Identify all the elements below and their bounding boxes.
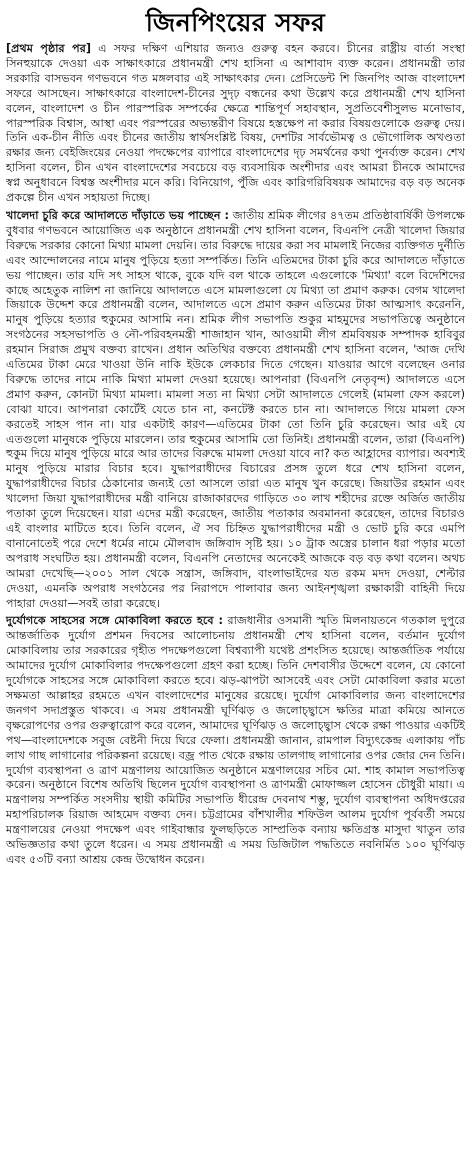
headline-container [6,4,465,42]
article-headline: জিনপিংয়ের সফর [145,8,326,37]
article-paragraph-disaster [6,614,465,867]
paragraph-text: জাতীয় শ্রমিক লীগের ৪৭তম প্রতিষ্ঠাবার্ষিকী উপলক্ষে বুধবার গণভবনে আয়োজিত এক অনুষ্ঠানে প্রধানমন্ত্রী শেখ হাসিনা বলেন, বিএনপি নেত্রী খালেদা জিয়ার বিরুদ্ধে সরকার কোনো মিথ্যা মামলা দেয়নি। তার বিরুদ্ধে দায়ের করা সব মামলাই নিজের ব্যক্তিগত দুর্নীতি এবং আন্দোলনের নামে মানুষ পুড়িয়ে হত্যা সম্পর্কিত। তিনি এতিমদের টাকা চুরি করে আদালতে দাঁড়াতে ভয় পাচ্ছেন। তার যদি সৎ সাহস থাকে, বুকে যদি বল থাকে তাহলে এগুলোকে 'মিথ্যা' বলে বিদেশিদের কাছে অহেতুক নালিশ না জানিয়ে আদালতে এসে মামলাগুলো যে মিথ্যা তা প্রমাণ করুক। বেগম খালেদা জিয়াকে উদ্দেশ করে প্রধানমন্ত্রী বলেন, আদালতে এসে প্রমাণ করুন এতিমের টাকা আত্মসাৎ করেননি, মানুষ পুড়িয়ে হত্যার হুকুমের আসামি নন। শ্রমিক লীগ সভাপতি শুকুর মাহমুদের সভাপতিত্বে অনুষ্ঠানে সংগঠনের সহসভাপতি ও নৌ-পরিবহনমন্ত্রী শাজাহান খান, আওয়ামী লীগ শ্রমবিষয়ক সম্পাদক হাবিবুর রহমান সিরাজ প্রমুখ বক্তব্য রাখেন। প্রধান অতিথির বক্তব্যে প্রধানমন্ত্রী শেখ হাসিনা বলেন, 'আজ দেখি এতিমের টাকা মেরে খাওয়া উনি নাকি ইউকে লেকচার দিতে গেছেন। যাওয়ার আগে বলেছেন ওনার বিরুদ্ধে তাদের নামে নাকি মিথ্যা মামলা দেওয়া হয়েছে। আপনারা (বিএনপি নেতৃবৃন্দ) আদালতে এসে প্রমাণ করুন, কোনটা মিথ্যা মামলা। মামলা সত্য না মিথ্যা সেটা আদালতে গেলেই (মামলা ফেস করলে) বোঝা যাবে। আপনারা কোর্টেই যেতে চান না, কনটেক্ট করতে চান না। আদালতে গিয়ে মামলা ফেস করতেই সাহস পান না। যার একটাই কারণ—এতিমের টাকা তো তিনি চুরি করেছেন। আর এই যে এতগুলো মানুষকে পুড়িয়ে মারলেন। তার হুকুমের আসামি তো তিনিই। প্রধানমন্ত্রী বলেন, তারা (বিএনপি) হুকুম দিয়ে মানুষ পুড়িয়ে মারে আর তাদের বিরুদ্ধে মামলা দেওয়া যাবে না? কত আহ্লাদের ব্যাপার। অবশ্যই মানুষ পুড়িয়ে মারার বিচার হবে। যুদ্ধাপরাধীদের বিচারের প্রসঙ্গ তুলে ধরে শেখ হাসিনা বলেন, যুদ্ধাপরাধীদের বিচার ঠেকানোর জন্যই তো আসলে তারা এত মানুষ খুন করেছে। জিয়াউর রহমান এবং খালেদা জিয়া যুদ্ধাপরাধীদের মন্ত্রী বানিয়ে রাজাকারদের গাড়িতে ৩০ লাখ শহীদের রক্তে অর্জিত জাতীয় পতাকা তুলে দিয়েছেন। যারা এদের মন্ত্রী করেছেন, জাতীয় পতাকার অবমাননা করেছেন, তাদের বিচারও এই বাংলার মাটিতে হবে। তিনি বলেন, ঐ সব চিহ্নিত যুদ্ধাপরাধীদের মন্ত্রী ও ভোট চুরি করে এমপি বানানোতেই পরে দেশে ধর্মের নামে মৌলবাদ জঙ্গিবাদ সৃষ্টি হয়। ১০ ট্রাক অস্ত্রের চালান ধরা পড়ার মতো অপরাধ সংঘটিত হয়। প্রধানমন্ত্রী বলেন, বিএনপি নেতাদের অনেকেই আজকে বড় বড় কথা বলেন। অথচ আমরা দেখেছি—২০০১ সাল থেকে সন্ত্রাস, জঙ্গিবাদ, বাংলাভাইদের যত রকম মদদ দেওয়া, শেল্টার দেওয়া, এমনকি অপরাধ সংগঠনের পর নিরাপদে পালাবার জন্য আইনশৃঙ্খলা রক্ষাকারী বাহিনী দিয়ে পাহারা দেওয়া—সবই তারা করেছে। [6,208,465,610]
article-paragraph-intro [6,42,465,206]
continuation-marker: [প্রথম পৃষ্ঠার পর] [6,42,92,55]
subheading-khaleda: খালেদা চুরি করে আদালতে দাঁড়াতে ভয় পাচ্ছেন : [6,208,230,222]
paragraph-text: রাজধানীর ওসমানী স্মৃতি মিলনায়তনে গতকাল দুপুরে আন্তর্জাতিক দুর্যোগ প্রশমন দিবসের আলোচনায় প্রধানমন্ত্রী শেখ হাসিনা বলেন, বর্তমান দুর্যোগ মোকাবিলায় তার সরকারের গৃহীত পদক্ষেপগুলো বিশ্বব্যাপী যথেষ্ট প্রশংসিত হয়েছে। আন্তর্জাতিক পর্যায়ে আমাদের দুর্যোগ মোকাবিলার পদক্ষেপগুলো গ্রহণ করা হচ্ছে। তিনি দেশবাসীর উদ্দেশে বলেন, যে কোনো দুর্যোগকে সাহসের সঙ্গে মোকাবিলা করতে হবে। ঝড়-ঝাপটা আসবেই এবং সেটা মোকাবিলা করার মতো সক্ষমতা আল্লাহর রহমতে এখন বাংলাদেশের মানুষের রয়েছে। দুর্যোগ মোকাবিলার জন্য বাংলাদেশের জনগণ সদাপ্রস্তুত থাকবে। এ সময় প্রধানমন্ত্রী ঘূর্ণিঝড় ও জলোচ্ছ্বাসে ক্ষতির মাত্রা কমিয়ে আনতে বৃক্ষরোপণের ওপর গুরুত্বারোপ করে বলেন, আমাদের ঘূর্ণিঝড় ও জলোচ্ছ্বাস থেকে রক্ষা পাওয়ার একটিই পথ—বাংলাদেশকে সবুজ বেষ্টনী দিয়ে ঘিরে ফেলা। প্রধানমন্ত্রী জানান, রামপাল বিদ্যুৎকেন্দ্র এলাকায় পাঁচ লাখ গাছ লাগানোর পরিকল্পনা রয়েছে। বজ্র পাত থেকে রক্ষায় তালগাছ লাগানোর ওপর জোর দেন তিনি। দুর্যোগ ব্যবস্থাপনা ও ত্রাণ মন্ত্রণালয় আয়োজিত অনুষ্ঠানে মন্ত্রণালয়ের সচিব মো. শাহ কামাল সভাপতিত্ব করেন। অনুষ্ঠানে বিশেষ অতিথি ছিলেন দুর্যোগ ব্যবস্থাপনা ও ত্রাণমন্ত্রী মোফাজ্জল হোসেন চৌধুরী মায়া। এ মন্ত্রণালয় সম্পর্কিত সংসদীয় স্থায়ী কমিটির সভাপতি ধীরেন্দ্র দেবনাথ শম্ভু, দুর্যোগ ব্যবস্থাপনা অধিদপ্তরের মহাপরিচালক রিয়াজ আহমেদ বক্তব্য দেন। চট্টগ্রামের বাঁশখালীর শফিউল আলম দুর্যোগ পূর্ববর্তী সময়ে মন্ত্রণালয়ের নেওয়া পদক্ষেপ এবং গাইবান্ধার ফুলছড়িতে সাম্প্রতিক বন্যায় ক্ষতিগ্রস্ত মাসুদা খাতুন তার অভিজ্ঞতার কথা তুলে ধরেন। এ সময় প্রধানমন্ত্রী এ সময় ডিজিটাল পদ্ধতিতে নবনির্মিত ১০০ ঘূর্ণিঝড় এবং ৫৩টি বন্যা আশ্রয় কেন্দ্র উদ্বোধন করেন। [6,614,465,866]
subheading-disaster: দুর্যোগকে সাহসের সঙ্গে মোকাবিলা করতে হবে : [6,614,223,628]
article-body [6,42,465,868]
paragraph-text: এ সফর দক্ষিণ এশিয়ার জন্যও গুরুত্ব বহন করবে। চীনের রাষ্ট্রীয় বার্তা সংস্থা সিনহুয়াকে দেওয়া এক সাক্ষাৎকারে প্রধানমন্ত্রী শেখ হাসিনা এ আশাবাদ ব্যক্ত করেন। প্রধানমন্ত্রী তার সরকারি বাসভবন গণভবনে গত মঙ্গলবার এই সাক্ষাৎকার দেন। প্রেসিডেন্ট শি জিনপিং আজ বাংলাদেশ সফরে আসছেন। সাক্ষাৎকারে বাংলাদেশ-চীনের সুদৃঢ় বন্ধনের কথা উল্লেখ করে প্রধানমন্ত্রী শেখ হাসিনা বলেন, বাংলাদেশ ও চীন পারস্পরিক সম্পর্কের ক্ষেত্রে শান্তিপূর্ণ সহাবস্থান, সুপ্রতিবেশীসুলভ মনোভাব, পারস্পরিক বিশ্বাস, আস্থা এবং পরস্পরের অভ্যন্তরীণ বিষয়ে হস্তক্ষেপ না করার বিষয়গুলোকে গুরুত্ব দেয়। তিনি এক-চীন নীতি এবং চীনের জাতীয় স্বার্থসংশ্লিষ্ট বিষয়, দেশটির সার্বভৌমত্ব ও ভৌগোলিক অখণ্ডতা রক্ষার জন্য বেইজিংয়ের নেওয়া পদক্ষেপের ব্যাপারে বাংলাদেশের দৃঢ় সমর্থনের কথা পুনর্ব্যক্ত করেন। শেখ হাসিনা বলেন, চীন এখন বাংলাদেশের সবচেয়ে বড় ব্যবসায়িক অংশীদার এবং আমরা চীনকে আমাদের স্বপ্ন অনুধাবনে বিশ্বস্ত অংশীদার মনে করি। বিনিয়োগ, পুঁজি এবং কারিগরিবিষয়ক আমাদের বড় বড় অনেক প্রকল্পে চীন এখন সহায়তা দিচ্ছে। [6,42,466,205]
article-paragraph-khaleda [6,209,465,611]
